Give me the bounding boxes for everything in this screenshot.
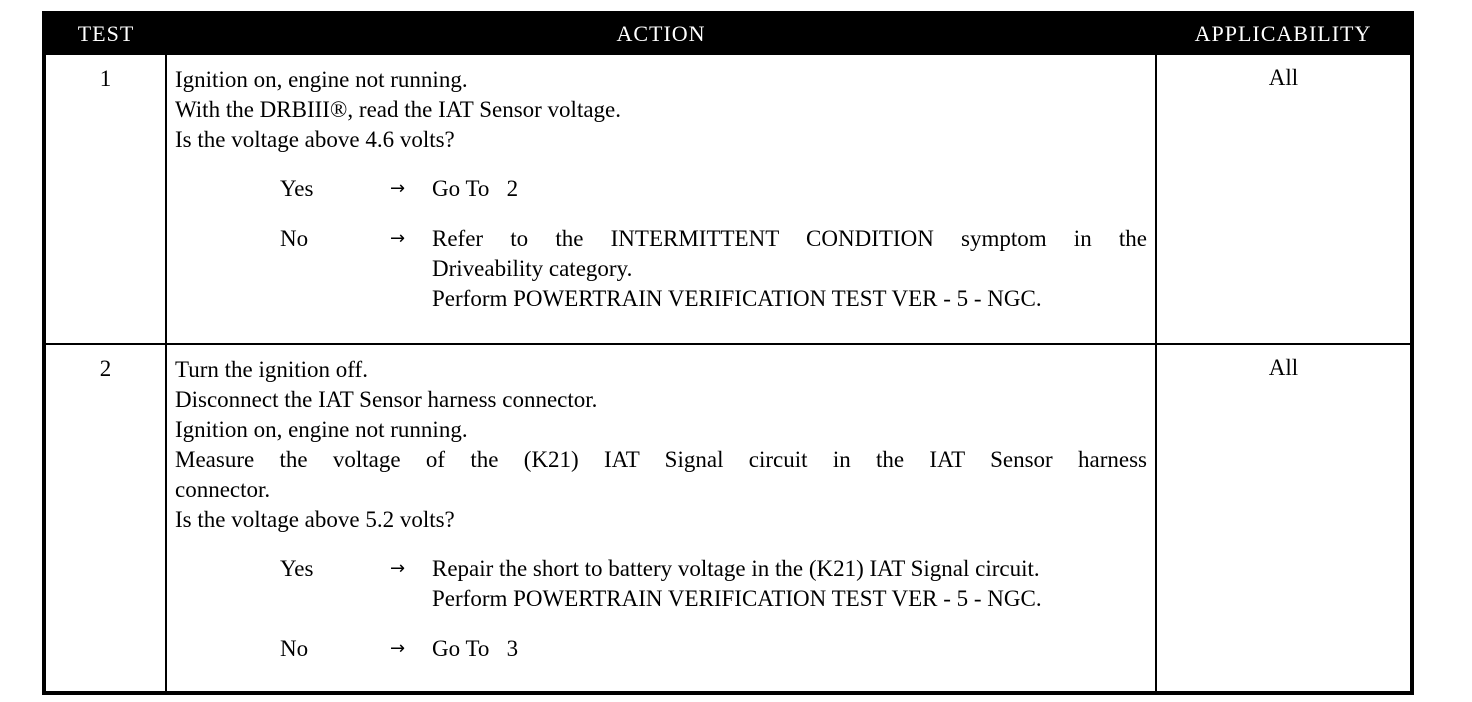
table-header-row <box>44 13 1412 54</box>
right-arrow-icon: → <box>390 178 406 199</box>
action-step: Measure the voltage of the (K21) IAT Signal circuit in the IAT Sensor harness <box>175 447 1147 472</box>
branch-answer: Yes <box>280 556 314 581</box>
action-step: Ignition on, engine not running. <box>175 67 468 92</box>
branch-result <box>432 634 1147 664</box>
action-cell <box>166 54 1156 344</box>
branch-answer: No <box>280 636 309 661</box>
action-cell <box>166 344 1156 693</box>
right-arrow-icon: → <box>390 228 406 249</box>
goto-link[interactable]: Go To 2 <box>432 176 519 201</box>
applicability-value: All <box>1156 54 1412 344</box>
action-step: Disconnect the IAT Sensor harness connector. <box>175 387 598 412</box>
action-step: With the DRBIII®, read the IAT Sensor voltage. <box>175 97 621 122</box>
action-step: connector. <box>175 477 271 502</box>
header-applicability: APPLICABILITY <box>1156 13 1412 54</box>
branch-no <box>280 224 1147 314</box>
test-number: 1 <box>44 54 166 344</box>
branch-result <box>432 554 1147 614</box>
result-line: Repair the short to battery voltage in the (K21) IAT Signal circuit. <box>432 556 1040 581</box>
branch-yes <box>280 174 1147 204</box>
branch-yes <box>280 554 1147 614</box>
applicability-value: All <box>1156 344 1412 693</box>
result-line: Refer to the INTERMITTENT CONDITION symptom in the <box>432 226 1147 251</box>
action-step: Is the voltage above 4.6 volts? <box>175 127 455 152</box>
test-number: 2 <box>44 344 166 693</box>
branch-result <box>432 174 1147 204</box>
branch-answer: Yes <box>280 176 314 201</box>
table-row <box>44 344 1412 693</box>
branch-answer: No <box>280 226 309 251</box>
branch-no <box>280 634 1147 664</box>
right-arrow-icon: → <box>390 558 406 579</box>
action-step: Turn the ignition off. <box>175 357 368 382</box>
table-row <box>44 54 1412 344</box>
branch-result <box>432 224 1147 314</box>
result-line: Perform POWERTRAIN VERIFICATION TEST VER - 5 - NGC. <box>432 586 1042 611</box>
result-line: Perform POWERTRAIN VERIFICATION TEST VER - 5 - NGC. <box>432 286 1042 311</box>
right-arrow-icon: → <box>390 638 406 659</box>
action-step: Ignition on, engine not running. <box>175 417 468 442</box>
header-test: TEST <box>44 13 166 54</box>
result-line: Driveability category. <box>432 256 633 281</box>
goto-link[interactable]: Go To 3 <box>432 636 519 661</box>
diagnostic-test-table <box>42 11 1414 695</box>
action-step: Is the voltage above 5.2 volts? <box>175 507 455 532</box>
header-action: ACTION <box>166 13 1156 54</box>
